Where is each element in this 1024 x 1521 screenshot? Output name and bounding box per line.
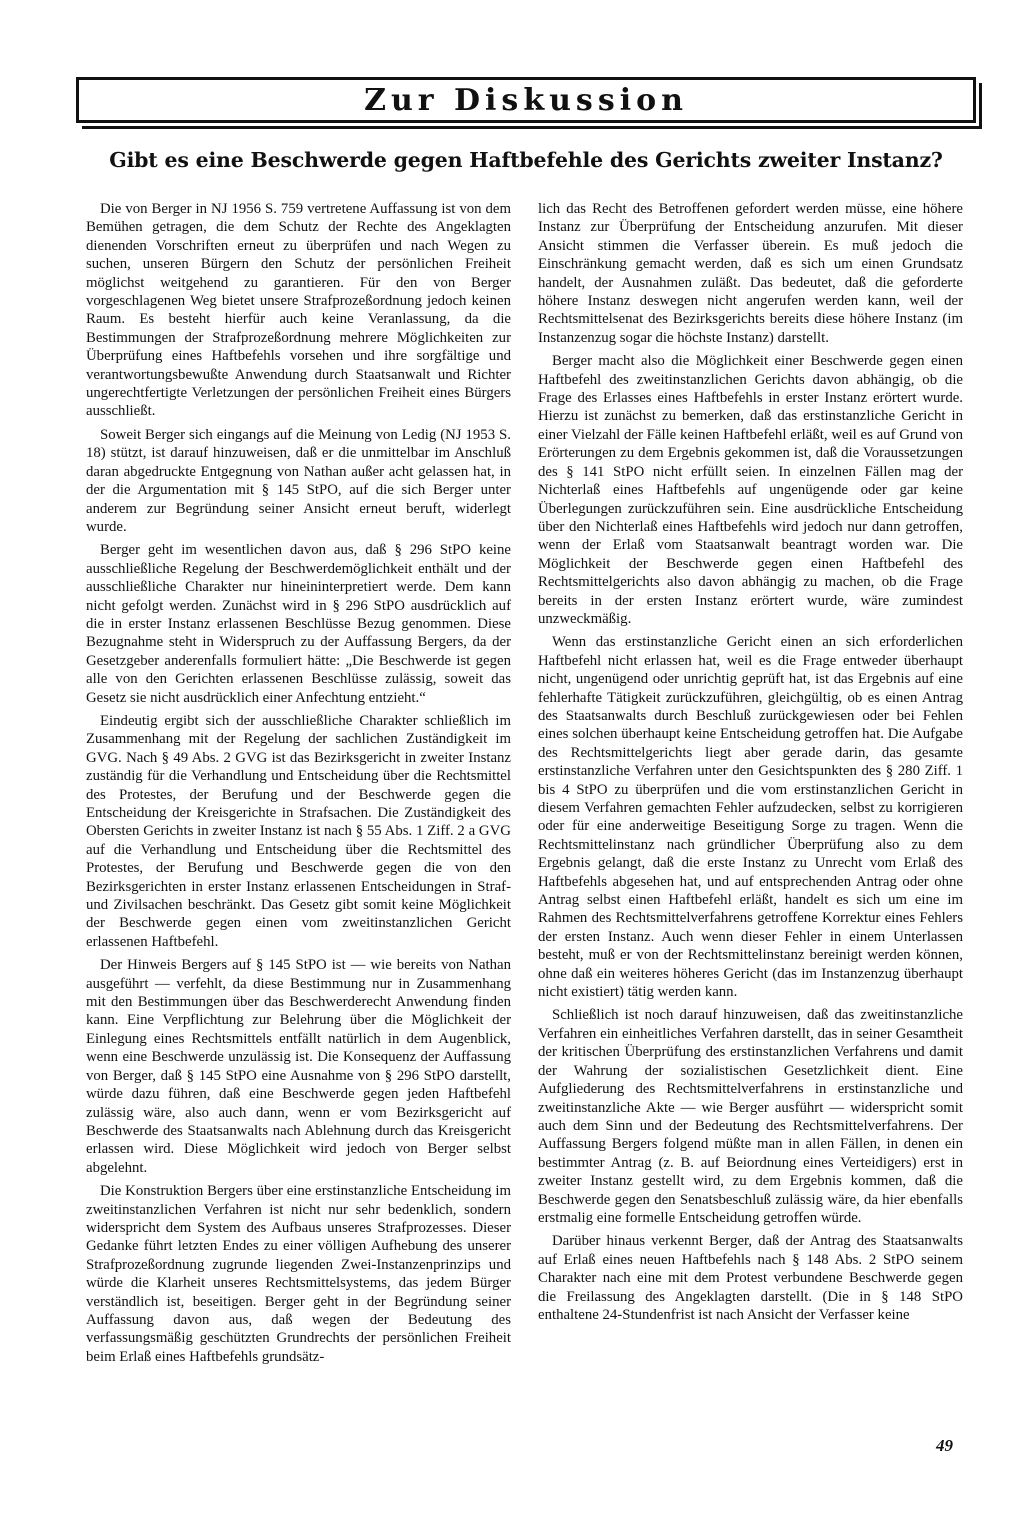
paragraph: Wenn das erstinstanzliche Gericht einen an sich erforderlichen Haftbefehl nicht erlassen hat, weil es die Frage entweder überhaupt nicht, ungenügend oder unrichtig geprüft hat, ist das Ergebnis auf eine fehlerhafte Tätigkeit zurückzuführen, gleichgültig, ob es einen Antrag des Staatsanwalts durch Beschluß zurückgewiesen oder bei Fehlen eines solchen überhaupt keine Entscheidung getroffen hat. Die Aufgabe des Rechtsmittelgerichts liegt aber gerade darin, das gesamte erstinstanzliche Verfahren unter den Gesichtspunkten des § 280 Ziff. 1 bis 4 StPO zu überprüfen und die vom erstinstanzlichen Gericht in diesem Verfahren gemachten Fehler aufzudecken, selbst zu korrigieren oder für eine anderweitige Beseitigung Sorge zu tragen. Wenn die Rechtsmittelinstanz nach gründlicher Überprüfung also zu dem Ergebnis gelangt, daß die erste Instanz zu Unrecht vom Erlaß des Haftbefehls abgesehen hat, und auf entsprechenden Antrag oder ohne Antrag selbst einen Haftbefehl erläßt, handelt es sich um eine im Rahmen des Rechtsmittelverfahrens getroffene Korrektur eines Fehlers der ersten Instanz. Auch wenn dieser Fehler in einem Unterlassen besteht, muß er von der Rechtsmittelinstanz bereinigt werden können, ohne daß ein weiteres höheres Gericht (das im Instanzenzug überhaupt nicht existiert) tätig werden kann. xyxy=(538,634,963,1001)
section-header-box xyxy=(76,77,976,123)
section-title: Zur Diskussion xyxy=(364,82,688,118)
article-title: Gibt es eine Beschwerde gegen Haftbefehle des Gerichts zweiter Instanz? xyxy=(109,148,943,172)
paragraph: Berger macht also die Möglichkeit einer Beschwerde gegen einen Haftbefehl des zweitinstanzlichen Gerichts davon abhängig, ob die Frage des Erlasses eines Haftbefehls in erster Instanz erörtert wurde. Hierzu ist zunächst zu bemerken, daß das erstinstanzliche Gericht in einer Vielzahl der Fälle keinen Haftbefehl erläßt, weil es auf Grund von Erörterungen zu dem Ergebnis gekommen ist, daß die Voraussetzungen des § 141 StPO nicht erfüllt seien. In einzelnen Fällen mag der Nichterlaß eines Haftbefehls auf ungenügende oder gar keine Überlegungen zurückzuführen sein. Eine ausdrückliche Entscheidung über den Nichterlaß eines Haftbefehls wird jedoch nur dann getroffen, wenn der Erlaß vom Staatsanwalt beantragt worden war. Die Möglichkeit der Beschwerde gegen einen Haftbefehl des Rechtsmittelgerichts also davon abhängig zu machen, ob die Frage bereits in der ersten Instanz erörtert wurde, wäre zumindest unzweckmäßig. xyxy=(538,353,963,627)
paragraph: Die Konstruktion Bergers über eine erstinstanzliche Entscheidung im zweitinstanzlichen Verfahren ist nicht nur sehr bedenklich, sondern widerspricht dem System des Aufbaus unseres Strafprozesses. Dieser Gedanke führt letzten Endes zu einer völligen Aufhebung des unserer Strafprozeßordnung zugrunde liegenden Zwei-Instanzenprinzips und würde die Klarheit unseres Rechtsmittelsystems, das jedem Bürger verständlich ist, beseitigen. Berger geht in der Begründung seiner Auffassung davon aus, daß wegen der Bedeutung des verfassungsmäßig geschützten Grundrechts der persönlichen Freiheit beim Erlaß eines Haftbefehls grundsätz- xyxy=(86,1183,511,1365)
paragraph: Darüber hinaus verkennt Berger, daß der Antrag des Staatsanwalts auf Erlaß eines neuen Haftbefehls nach § 148 Abs. 2 StPO seinem Charakter nach eine mit dem Protest verbundene Beschwerde gegen die Freilassung des Angeklagten darstellt. (Die in § 148 StPO enthaltene 24-Stundenfrist ist nach Ansicht der Verfasser keine xyxy=(538,1233,963,1323)
page-number: 49 xyxy=(936,1436,953,1455)
paragraph: Die von Berger in NJ 1956 S. 759 vertretene Auffassung ist von dem Bemühen getragen, die dem Schutz der Rechte des Angeklagten dienenden Vorschriften erneut zu überprüfen und nach Wegen zu suchen, unseren Bürgern den Schutz der persönlichen Freiheit möglichst weitgehend zu garantieren. Für den von Berger vorgeschlagenen Weg bietet unsere Strafprozeßordnung jedoch keinen Raum. Es besteht hierfür auch keine Veranlassung, da die Bestimmungen der Strafprozeßordnung mehrere Möglichkeiten zur Überprüfung eines Haftbefehls vorsehen und ihre sorgfältige und verantwortungsbewußte Anwendung durch Staatsanwalt und Richter ungerechtfertigte Verletzungen der persönlichen Freiheit eines Bürgers ausschließt. xyxy=(86,201,511,420)
paragraph: Berger geht im wesentlichen davon aus, daß § 296 StPO keine ausschließliche Regelung der Beschwerdemöglichkeit enthält und der ausschließliche Charakter nur hineininterpretiert werde. Dem kann nicht gefolgt werden. Zunächst wird in § 296 StPO ausdrücklich auf die in erster Instanz erlassenen Beschlüsse Bezug genommen. Diese Bezugnahme steht in Widerspruch zu der Auffassung Bergers, da der Gesetzgeber anderenfalls formuliert hätte: „Die Beschwerde ist gegen alle von den Gerichten erlassenen Beschlüsse zulässig, soweit das Gesetz sie nicht ausdrücklich einer Anfechtung entzieht.“ xyxy=(86,542,511,706)
paragraph: Der Hinweis Bergers auf § 145 StPO ist — wie bereits von Nathan ausgeführt — verfehlt, da diese Bestimmung nur in Zusammenhang mit den Bestimmungen über das Beschwerderecht Anwendung finden kann. Eine Verpflichtung zur Belehrung über die Möglichkeit der Einlegung eines Rechtsmittels entfällt natürlich in dem Augenblick, wenn eine Beschwerde unzulässig ist. Die Konsequenz der Auffassung von Berger, daß § 145 StPO eine Ausnahme von § 296 StPO darstellt, würde dazu führen, daß eine Beschwerde gegen jeden Haftbefehl zulässig wäre, also auch dann, wenn er vom Bezirksgericht auf Beschwerde des Staatsanwalts nach Ablehnung durch das Kreisgericht erlassen wird. Diese Möglichkeit wird jedoch von Berger selbst abgelehnt. xyxy=(86,957,511,1176)
paragraph: Soweit Berger sich eingangs auf die Meinung von Ledig (NJ 1953 S. 18) stützt, ist darauf hinzuweisen, daß er die unmittelbar im Anschluß daran abgedruckte Entgegnung von Nathan außer acht gelassen hat, in der die Argumentation mit § 145 StPO, auf die sich Berger unter anderem zur Begründung seiner Ansicht erneut beruft, widerlegt wurde. xyxy=(86,426,511,535)
paragraph: Eindeutig ergibt sich der ausschließliche Charakter schließlich im Zusammenhang mit der Regelung der sachlichen Zuständigkeit im GVG. Nach § 49 Abs. 2 GVG ist das Bezirksgericht in zweiter Instanz zuständig für die Verhandlung und Entscheidung über die Rechtsmittel des Protestes, der Berufung und der Beschwerde gegen die Entscheidung der Kreisgerichte in Strafsachen. Die Zuständigkeit des Obersten Gerichts in zweiter Instanz ist nach § 55 Abs. 1 Ziff. 2 a GVG auf die Verhandlung und Entscheidung über die Rechtsmittel des Protestes, der Berufung und Beschwerde gegen die von den Bezirksgerichten in erster Instanz erlassenen Entscheidungen in Straf- und Zivilsachen beschränkt. Das Gesetz gibt somit keine Möglichkeit der Beschwerde gegen einen vom zweitinstanzlichen Gericht erlassenen Haftbefehl. xyxy=(86,712,511,950)
left-column xyxy=(86,200,511,1371)
paragraph-continued: lich das Recht des Betroffenen gefordert werden müsse, eine höhere Instanz zur Überprüfung der Entscheidung anzurufen. Mit dieser Ansicht stimmen die Verfasser überein. Es muß jedoch die Einschränkung gemacht werden, daß es sich um einen Grundsatz handelt, der Ausnahmen zuläßt. Das bedeutet, daß die geforderte höhere Instanz deswegen nicht angerufen werden kann, weil der Rechtsmittelsenat des Bezirksgerichts bereits diese höhere Instanz (im Instanzenzug sogar die höchste Instanz) darstellt. xyxy=(538,201,963,346)
right-column xyxy=(538,200,963,1329)
paragraph: Schließlich ist noch darauf hinzuweisen, daß das zweitinstanzliche Verfahren ein einheitliches Verfahren darstellt, das in seiner Gesamtheit der kritischen Überprüfung des erstinstanzlichen Verfahrens und damit der Wahrung der sozialistischen Gesetzlichkeit dient. Eine Aufgliederung des Rechtsmittelverfahrens in erstinstanzliche und zweitinstanzliche Akte — wie Berger ausführt — widerspricht somit auch dem Sinn und der Bedeutung des Rechtsmittelverfahrens. Der Auffassung Bergers folgend müßte man in allen Fällen, in denen ein bestimmter Antrag (z. B. auf Beiordnung eines Verteidigers) erst in zweiter Instanz gestellt wird, zu dem Ergebnis kommen, daß die Beschwerde gegen den Senatsbeschluß zulässig wäre, da hier ebenfalls erstmalig eine formelle Entscheidung getroffen würde. xyxy=(538,1007,963,1226)
